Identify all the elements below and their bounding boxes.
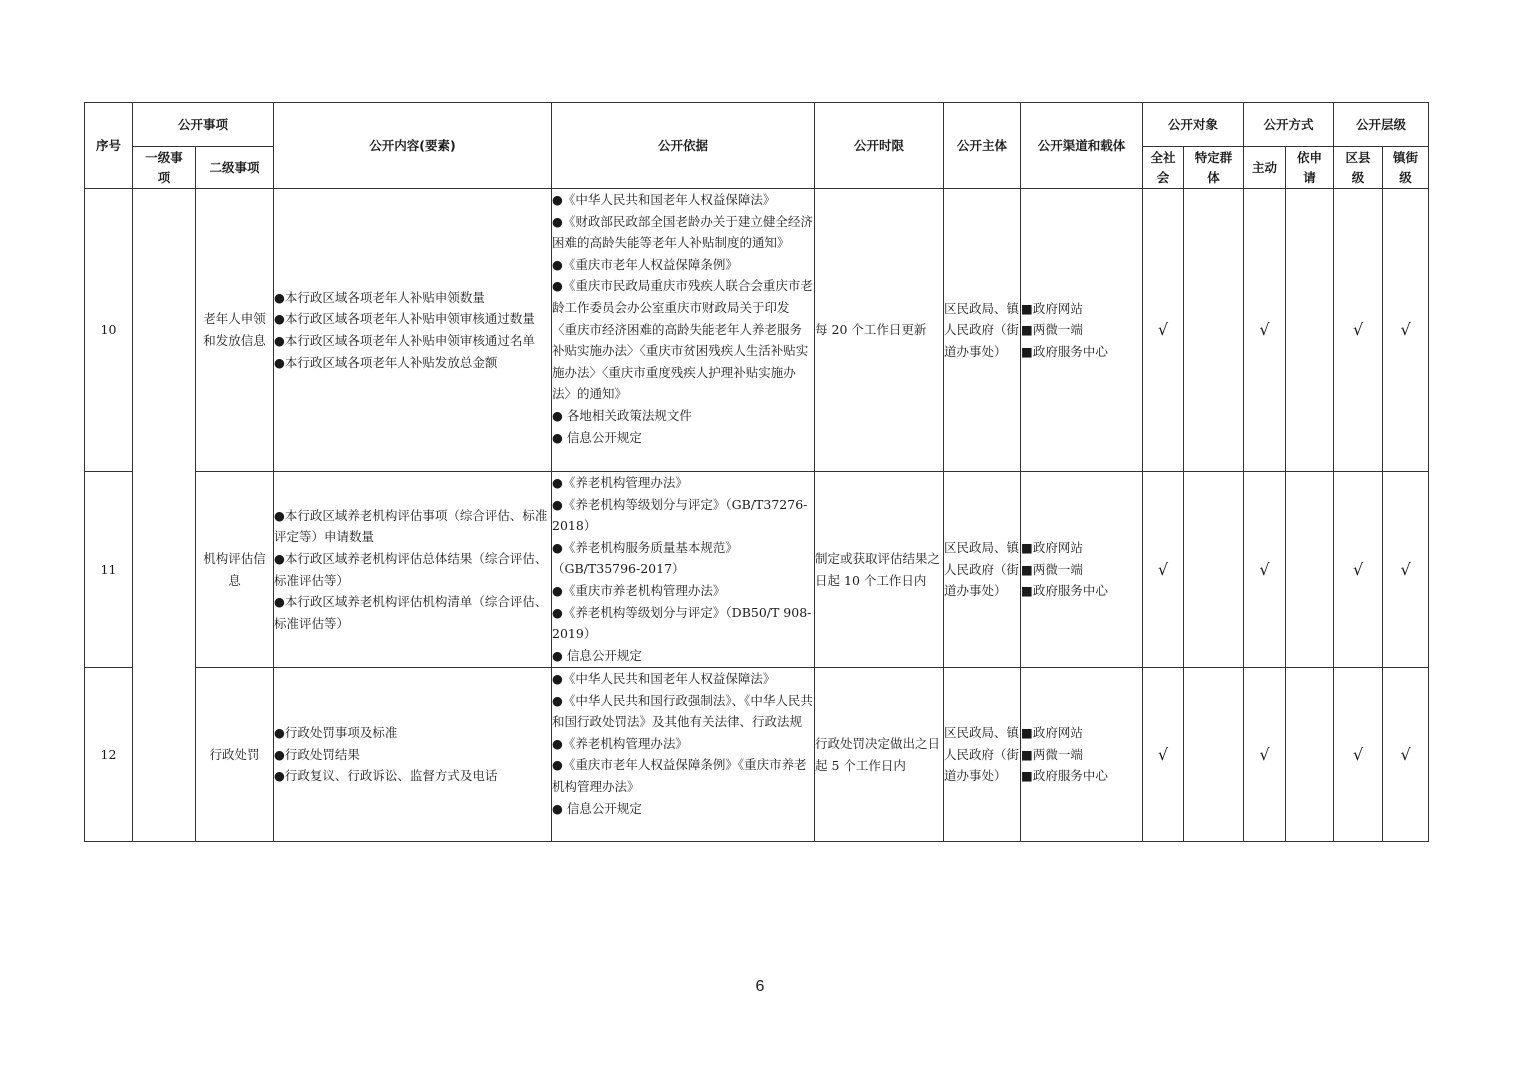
row-content <box>274 472 552 668</box>
header-time-limit: 公开时限 <box>815 103 944 189</box>
check-target-specific <box>1184 668 1244 842</box>
basis-line: ●《中华人民共和国老年人权益保障法》 <box>552 671 776 686</box>
header-tier-town: 镇街级 <box>1383 147 1429 189</box>
check-method-request <box>1286 668 1334 842</box>
row-channel <box>1021 189 1143 472</box>
check-tier-county: √ <box>1334 472 1383 668</box>
basis-line: ●《养老机构服务质量基本规范》（GB/T35796-2017） <box>552 539 738 577</box>
row-time-limit: 行政处罚决定做出之日起 5 个工作日内 <box>815 668 944 842</box>
header-level2: 二级事项 <box>196 147 274 189</box>
content-line: ●本行政区域养老机构评估总体结果（综合评估、标准评估等） <box>274 550 548 588</box>
check-tier-town: √ <box>1383 472 1429 668</box>
row-channel <box>1021 668 1143 842</box>
row-subject: 区民政局、镇人民政府（街道办事处） <box>944 472 1021 668</box>
row-item: 老年人申领和发放信息 <box>196 189 274 472</box>
check-tier-town: √ <box>1383 668 1429 842</box>
check-target-all: √ <box>1143 472 1184 668</box>
content-line: ●本行政区域各项老年人补贴申领审核通过名单 <box>274 333 535 348</box>
content-line: ●本行政区域各项老年人补贴申领数量 <box>274 289 485 305</box>
row-time-limit: 每 20 个工作日更新 <box>815 189 944 472</box>
check-target-all: √ <box>1143 189 1184 472</box>
row-basis <box>552 668 815 842</box>
basis-line: ● 各地相关政策法规文件 <box>552 407 692 423</box>
level1-cell <box>133 189 196 842</box>
basis-line: ●《中华人民共和国行政强制法》、《中华人民共和国行政处罚法》及其他有关法律、行政法规 <box>552 692 813 730</box>
header-tier-county: 区县级 <box>1334 147 1383 189</box>
content-line: ●本行政区域各项老年人补贴发放总金额 <box>274 354 498 370</box>
check-tier-town: √ <box>1383 189 1429 472</box>
row-item: 机构评估信息 <box>196 472 274 668</box>
channel-service-center: ■政府服务中心 <box>1021 583 1108 599</box>
header-seq: 序号 <box>85 103 133 189</box>
check-target-all: √ <box>1143 668 1184 842</box>
check-tier-county: √ <box>1334 189 1383 472</box>
row-subject: 区民政局、镇人民政府（街道办事处） <box>944 189 1021 472</box>
check-method-request <box>1286 189 1334 472</box>
table-row <box>85 472 1429 668</box>
row-content <box>274 189 552 472</box>
header-matter: 公开事项 <box>133 103 274 147</box>
basis-line: ●《重庆市老年人权益保障条例》 <box>552 256 738 272</box>
row-seq: 11 <box>85 472 133 668</box>
check-method-request <box>1286 472 1334 668</box>
row-basis <box>552 472 815 668</box>
header-level1: 一级事项 <box>133 147 196 189</box>
channel-service-center: ■政府服务中心 <box>1021 768 1108 784</box>
content-line: ●行政处罚事项及标准 <box>274 725 398 741</box>
basis-line: ●《重庆市养老机构管理办法》 <box>552 582 726 598</box>
basis-line: ●《养老机构管理办法》 <box>552 475 688 490</box>
basis-line: ● 信息公开规定 <box>552 647 642 663</box>
header-tier: 公开层级 <box>1334 103 1429 147</box>
row-seq: 12 <box>85 668 133 842</box>
disclosure-table <box>84 102 1429 842</box>
header-method-request: 依申请 <box>1286 147 1334 189</box>
basis-line: ●《养老机构等级划分与评定》（DB50/T 908-2019） <box>552 604 812 642</box>
channel-social: ■两微一端 <box>1021 561 1083 577</box>
header-content: 公开内容(要素) <box>274 103 552 189</box>
channel-social: ■两微一端 <box>1021 746 1083 762</box>
row-time-limit: 制定或获取评估结果之日起 10 个工作日内 <box>815 472 944 668</box>
channel-service-center: ■政府服务中心 <box>1021 343 1108 359</box>
channel-website: ■政府网站 <box>1021 300 1083 316</box>
header-subject: 公开主体 <box>944 103 1021 189</box>
channel-website: ■政府网站 <box>1021 540 1083 556</box>
table-row <box>85 189 1429 472</box>
header-method: 公开方式 <box>1244 103 1334 147</box>
content-line: ●本行政区域各项老年人补贴申领审核通过数量 <box>274 311 535 327</box>
content-line: ●行政处罚结果 <box>274 746 360 762</box>
basis-line: ● 信息公开规定 <box>552 800 642 816</box>
header-target: 公开对象 <box>1143 103 1244 147</box>
basis-line: ●《重庆市民政局重庆市残疾人联合会重庆市老龄工作委员会办公室重庆市财政局关于印发〈重庆市经济困难的高龄失能老年人养老服务补贴实施办法〉〈重庆市贫困残疾人生活补贴实施办法〉〈重庆市重度残疾人护理补贴实施办法〉的通知》 <box>552 278 813 402</box>
basis-line: ●《中华人民共和国老年人权益保障法》 <box>552 192 776 207</box>
row-item: 行政处罚 <box>196 668 274 842</box>
check-target-specific <box>1184 189 1244 472</box>
row-channel <box>1021 472 1143 668</box>
header-target-specific: 特定群体 <box>1184 147 1244 189</box>
channel-social: ■两微一端 <box>1021 322 1083 338</box>
basis-line: ●《重庆市老年人权益保障条例》《重庆市养老机构管理办法》 <box>552 757 807 794</box>
row-seq: 10 <box>85 189 133 472</box>
basis-line: ● 信息公开规定 <box>552 429 642 445</box>
check-method-active: √ <box>1244 668 1286 842</box>
content-line: ●本行政区域养老机构评估机构清单（综合评估、标准评估等） <box>274 594 548 631</box>
header-method-active: 主动 <box>1244 147 1286 189</box>
basis-line: ●《财政部民政部全国老龄办关于建立健全经济困难的高龄失能等老年人补贴制度的通知》 <box>552 213 813 251</box>
check-target-specific <box>1184 472 1244 668</box>
check-method-active: √ <box>1244 472 1286 668</box>
table-row <box>85 668 1429 842</box>
content-line: ●行政复议、行政诉讼、监督方式及电话 <box>274 768 498 784</box>
basis-line: ●《养老机构管理办法》 <box>552 735 688 751</box>
row-subject: 区民政局、镇人民政府（街道办事处） <box>944 668 1021 842</box>
header-basis: 公开依据 <box>552 103 815 189</box>
check-tier-county: √ <box>1334 668 1383 842</box>
header-channel: 公开渠道和载体 <box>1021 103 1143 189</box>
row-basis <box>552 189 815 472</box>
content-line: ●本行政区域养老机构评估事项（综合评估、标准评定等）申请数量 <box>274 507 548 545</box>
page-number: 6 <box>755 978 765 995</box>
channel-website: ■政府网站 <box>1021 725 1083 741</box>
row-content <box>274 668 552 842</box>
header-target-all: 全社会 <box>1143 147 1184 189</box>
check-method-active: √ <box>1244 189 1286 472</box>
basis-line: ●《养老机构等级划分与评定》（GB/T37276-2018） <box>552 496 808 534</box>
